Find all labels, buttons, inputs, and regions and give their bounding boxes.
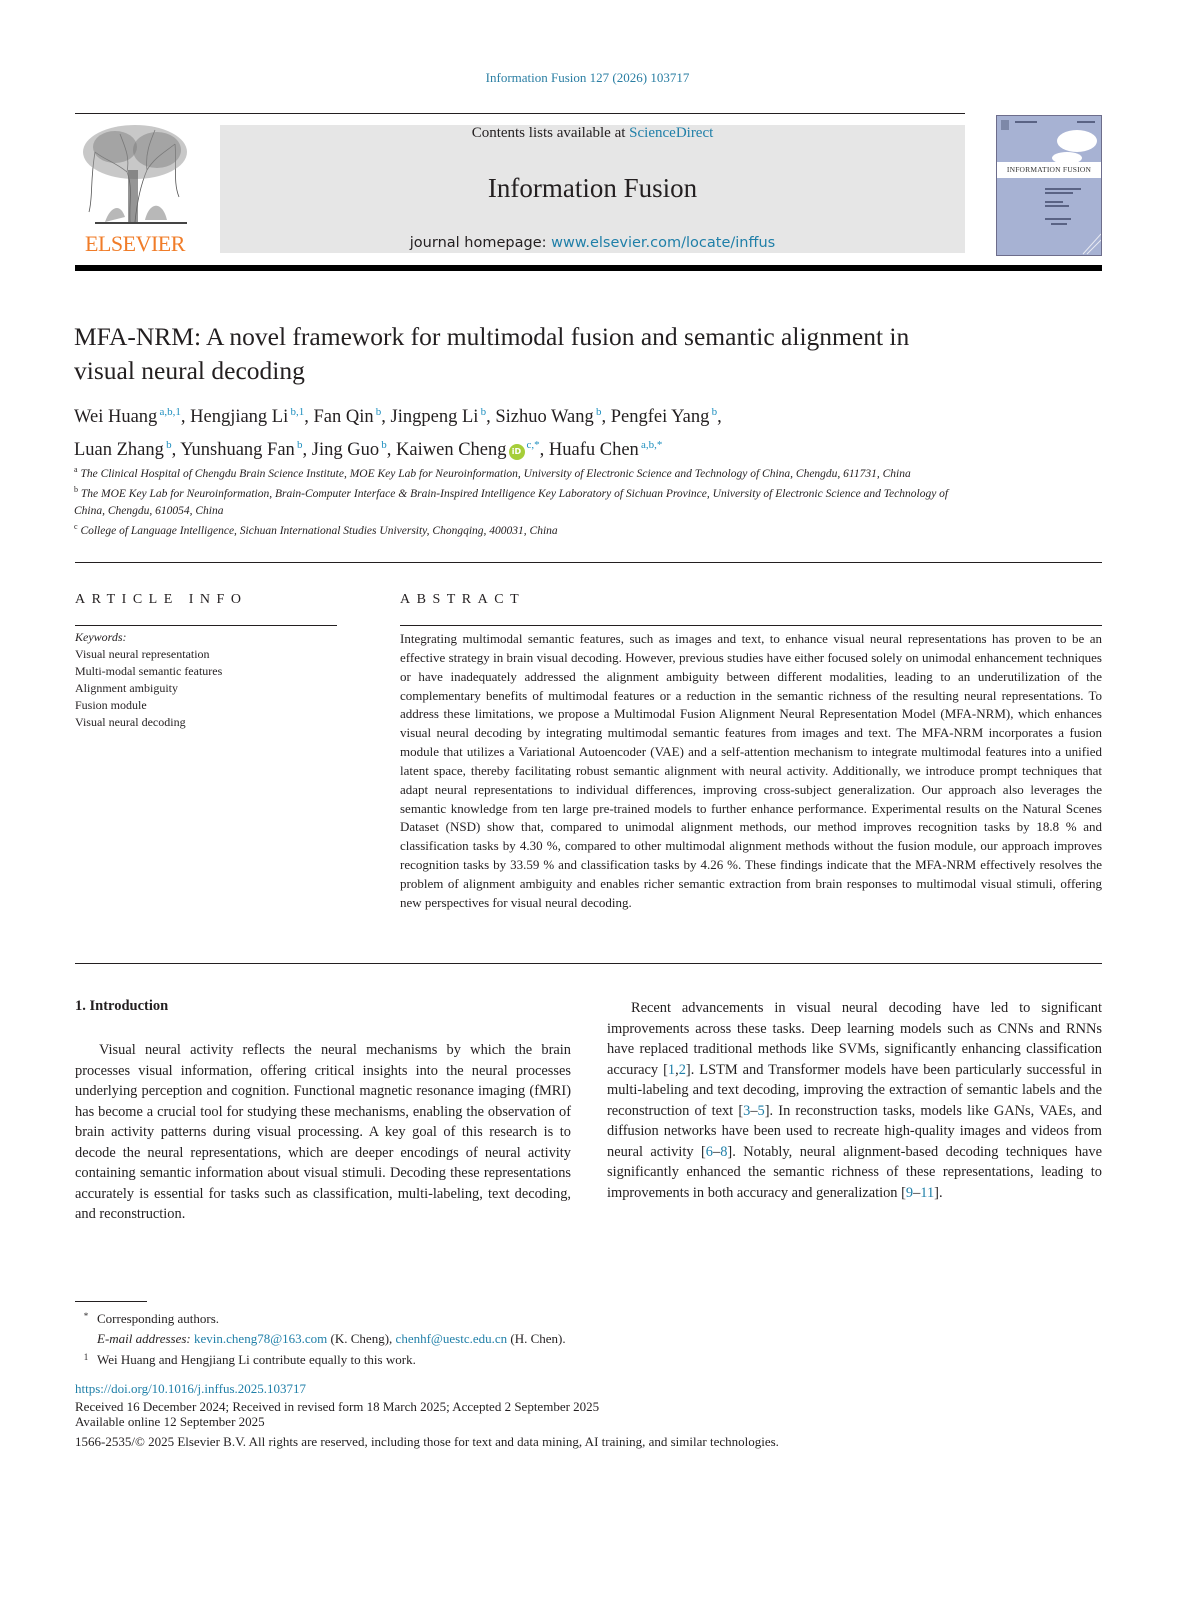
- paragraph-text: –: [913, 1184, 921, 1201]
- available-online-date: Available online 12 September 2025: [75, 1414, 265, 1429]
- elsevier-tree-icon: [75, 122, 195, 227]
- author-separator: ,: [717, 407, 722, 428]
- introduction-paragraph-1: Visual neural activity reflects the neural mechanisms by which the brain processes visual information, offering critical insights into the neural processes underlying perception and cognition. Functional magnetic resonance imaging (fMRI) has become a crucial tool for studying these mechanisms, enabling the observation of brain activity patterns during visual processing. A key goal of this research is to decode the neural representations, which are deeper encodings of neural activity containing semantic information about visual stimuli. Decoding these representations accurately is essential for tasks such as classification, multi-labeling, text decoding, and reconstruction.: [75, 1042, 571, 1223]
- paragraph-text: Recent advancements in visual neural decoding have led to significant improvements across these tasks. Deep learning models such as CNNs and RNNs have replaced traditional methods like SVMs, significantly enhancing classification accuracy [: [607, 1000, 1102, 1078]
- author-separator: ,: [601, 407, 611, 428]
- publication-dates: [75, 1399, 599, 1429]
- affiliation-mark: b: [74, 485, 78, 495]
- author-affiliation-mark[interactable]: b: [709, 406, 718, 418]
- citation-link[interactable]: 9: [905, 1184, 914, 1201]
- keyword: Visual neural representation: [75, 647, 210, 661]
- author-separator: ,: [539, 440, 549, 461]
- author-affiliation-mark[interactable]: b: [593, 406, 602, 418]
- author-name[interactable]: Yunshuang Fan: [180, 440, 295, 461]
- author-affiliation-mark[interactable]: b: [379, 439, 387, 452]
- keyword: Alignment ambiguity: [75, 681, 178, 695]
- cover-title: INFORMATION FUSION: [997, 162, 1101, 178]
- email-link-cheng[interactable]: kevin.cheng78@163.com: [194, 1330, 328, 1346]
- author-name[interactable]: Jingpeng Li: [390, 407, 479, 428]
- journal-cover-thumbnail[interactable]: [996, 115, 1102, 256]
- sciencedirect-link[interactable]: ScienceDirect: [629, 125, 714, 141]
- elsevier-logo[interactable]: [75, 122, 195, 257]
- citation-link[interactable]: 11: [920, 1184, 935, 1201]
- citation-link[interactable]: 8: [720, 1143, 728, 1160]
- affiliation-text: College of Language Intelligence, Sichuan International Studies University, Chongqing, 400031, China: [80, 524, 558, 537]
- paragraph-text: ]. LSTM and Transformer models have been particularly successful in multi-labeling and text decoding, improving the extraction of semantic labels and the reconstruction of text [: [607, 1061, 1103, 1119]
- author[interactable]: [611, 407, 717, 427]
- paragraph-text: ]. Notably, neural alignment-based decoding techniques have significantly enhanced the semantic richness of these representations, leading to improvements in both accuracy and generalization [: [607, 1143, 1102, 1201]
- introduction-paragraph-2: [607, 998, 1102, 1203]
- journal-banner: [220, 125, 965, 253]
- journal-reference-link[interactable]: Information Fusion 127 (2026) 103717: [485, 70, 690, 85]
- email-footnote: [75, 1329, 975, 1349]
- header-rule: [75, 113, 965, 114]
- author[interactable]: [396, 440, 540, 460]
- footnote-text: Wei Huang and Hengjiang Li contribute equally to this work.: [97, 1352, 416, 1367]
- email-label: E-mail addresses:: [97, 1330, 191, 1346]
- author-separator: ,: [171, 440, 181, 461]
- author-affiliation-mark[interactable]: c,*: [526, 439, 540, 452]
- journal-homepage-link[interactable]: www.elsevier.com/locate/inffus: [551, 235, 776, 251]
- copyright-notice: 1566-2535/© 2025 Elsevier B.V. All rights are reserved, including those for text and data mining, AI training, and similar technologies.: [75, 1434, 779, 1449]
- abstract-heading: ABSTRACT: [400, 592, 526, 607]
- author-separator: ,: [302, 440, 312, 461]
- affiliation-c: [74, 519, 974, 539]
- paragraph-text: ,: [675, 1061, 679, 1078]
- article-title: MFA-NRM: A novel framework for multimodal fusion and semantic alignment in visual neural decoding: [74, 322, 910, 385]
- elsevier-wordmark: ELSEVIER: [85, 231, 185, 256]
- keyword: Visual neural decoding: [75, 715, 186, 729]
- paragraph-text: ].: [934, 1184, 943, 1201]
- author-name[interactable]: Sizhuo Wang: [495, 407, 594, 428]
- keyword: Multi-modal semantic features: [75, 664, 223, 678]
- affiliation-text: The Clinical Hospital of Chengdu Brain Science Institute, MOE Key Lab for Neuroinformation, University of Electronic Science and Technology of China, Chengdu, 611731, China: [80, 467, 911, 480]
- cover-lines-icon: [997, 116, 1101, 255]
- header-thick-rule: [75, 265, 1102, 271]
- homepage-prefix: journal homepage:: [409, 235, 552, 251]
- journal-name: Information Fusion: [487, 173, 698, 203]
- keywords-label: Keywords:: [75, 630, 127, 644]
- affiliation-mark: a: [74, 465, 78, 474]
- section-rule: [75, 963, 1102, 964]
- author[interactable]: [495, 407, 601, 427]
- keyword: Fusion module: [75, 698, 147, 712]
- abstract-text: Integrating multimodal semantic features, such as images and text, to enhance visual neural representations has proven to be an effective strategy in brain visual decoding. However, previous studies have either focused solely on unimodal enhancement techniques or have inadequately addressed the alignment ambiguity between different modalities, leading to an underutilization of the complementary benefits of multimodal features or a reduction in the semantic richness of the resulting neural representations. To address these limitations, we propose a Multimodal Fusion Alignment Neural Representation Model (MFA-NRM), which enhances visual neural decoding by integrating multimodal semantic features from images and text. The MFA-NRM incorporates a fusion module that utilizes a Variational Autoencoder (VAE) and a self-attention mechanism to integrate multimodal features into a unified latent space, thereby facilitating robust semantic alignment with neural activity. Additionally, we introduce prompt techniques that adapt neural representations to individual differences, improving cross-subject generalization. Our approach also leverages the semantic knowledge from ten large pre-trained models to further enhance performance. Experimental results on the Natural Scenes Dataset (NSD) show that, compared to unimodal alignment methods, our method improves recognition tasks by 18.8 % and classification tasks by 4.30 %, compared to other multimodal alignment methods without the fusion module, our approach improves recognition tasks by 33.59 % and classification tasks by 4.26 %. These findings indicate that the MFA-NRM effectively resolves the problem of alignment ambiguity and enables richer semantic extraction from brain responses to multimodal visual stimuli, offering new perspectives for visual neural decoding.: [400, 631, 1102, 910]
- author-separator: ,: [486, 407, 496, 428]
- author[interactable]: [313, 407, 381, 427]
- orcid-icon[interactable]: iD: [509, 444, 525, 460]
- author-separator: ,: [304, 407, 314, 428]
- contents-line: [220, 125, 965, 142]
- homepage-line: [220, 235, 965, 251]
- email-owner: (H. Chen).: [507, 1330, 566, 1346]
- author-affiliation-mark[interactable]: b: [373, 406, 382, 418]
- citation-link[interactable]: 3: [743, 1102, 751, 1119]
- author[interactable]: [312, 440, 387, 460]
- author-affiliation-mark[interactable]: a,b,*: [638, 439, 663, 452]
- author-separator: ,: [381, 407, 391, 428]
- abstract-rule: [400, 625, 1102, 626]
- footnote-text: Corresponding authors.: [97, 1311, 220, 1326]
- corresponding-footnote: [75, 1307, 975, 1329]
- citation-link[interactable]: 1: [667, 1061, 676, 1078]
- author[interactable]: [549, 440, 663, 460]
- author[interactable]: [74, 407, 181, 427]
- citation-link[interactable]: 6: [705, 1143, 713, 1160]
- author-name[interactable]: Fan Qin: [313, 407, 374, 428]
- section-rule: [75, 562, 1102, 563]
- doi-link[interactable]: https://doi.org/10.1016/j.inffus.2025.103717: [75, 1381, 307, 1396]
- author[interactable]: [180, 440, 302, 460]
- footnote-mark: *: [83, 1311, 89, 1321]
- introduction-heading: 1. Introduction: [75, 998, 169, 1014]
- author-name[interactable]: Hengjiang Li: [190, 407, 289, 428]
- author[interactable]: [391, 407, 487, 427]
- author-list: [74, 398, 1104, 464]
- author-affiliation-mark[interactable]: a,b,1: [157, 406, 181, 418]
- article-info-rule: [75, 625, 337, 626]
- author-separator: ,: [386, 440, 397, 461]
- author[interactable]: [74, 440, 172, 460]
- paragraph-text: –: [750, 1102, 758, 1119]
- equal-contribution-footnote: [75, 1348, 975, 1370]
- affiliation-text: The MOE Key Lab for Neuroinformation, Brain-Computer Interface & Brain-Inspired Intelligence Key Laboratory of Sichuan Province, University of Electronic Science and Technology of China, Chengdu, 610054, China: [74, 488, 949, 517]
- email-owner: (K. Cheng),: [327, 1330, 396, 1346]
- author-name[interactable]: Kaiwen Cheng: [396, 440, 507, 461]
- author[interactable]: [190, 407, 304, 427]
- affiliation-a: [74, 462, 974, 482]
- citation-link[interactable]: 5: [757, 1102, 765, 1119]
- received-dates: Received 16 December 2024; Received in revised form 18 March 2025; Accepted 2 September 2025: [75, 1399, 600, 1414]
- affiliations: [74, 462, 974, 539]
- citation-link[interactable]: 2: [678, 1061, 686, 1078]
- author-affiliation-mark[interactable]: b,1: [288, 406, 305, 418]
- footnotes: [75, 1307, 975, 1370]
- paragraph-text: –: [713, 1143, 721, 1160]
- footnote-rule: [75, 1301, 147, 1302]
- author-affiliation-mark[interactable]: b: [478, 406, 487, 418]
- footnote-mark: 1: [83, 1352, 89, 1362]
- author-affiliation-mark[interactable]: b: [163, 439, 172, 452]
- author-name[interactable]: Luan Zhang: [74, 440, 164, 461]
- author-name[interactable]: Huafu Chen: [548, 440, 639, 461]
- affiliation-b: [74, 482, 974, 519]
- article-info-heading: ARTICLE INFO: [75, 592, 248, 607]
- keywords-block: [75, 629, 337, 731]
- author-affiliation-mark[interactable]: b: [294, 439, 303, 452]
- author-name[interactable]: Pengfei Yang: [610, 407, 710, 428]
- affiliation-mark: c: [74, 522, 78, 532]
- author-name[interactable]: Wei Huang: [74, 407, 158, 428]
- author-separator: ,: [180, 407, 191, 428]
- paragraph-text: ]. In reconstruction tasks, models like GANs, VAEs, and diffusion networks have been used to recreate high-quality images and videos from neural activity [: [607, 1102, 1102, 1160]
- contents-prefix: Contents lists available at: [471, 125, 630, 141]
- email-link-chen[interactable]: chenhf@uestc.edu.cn: [395, 1330, 508, 1346]
- author-name[interactable]: Jing Guo: [311, 440, 380, 461]
